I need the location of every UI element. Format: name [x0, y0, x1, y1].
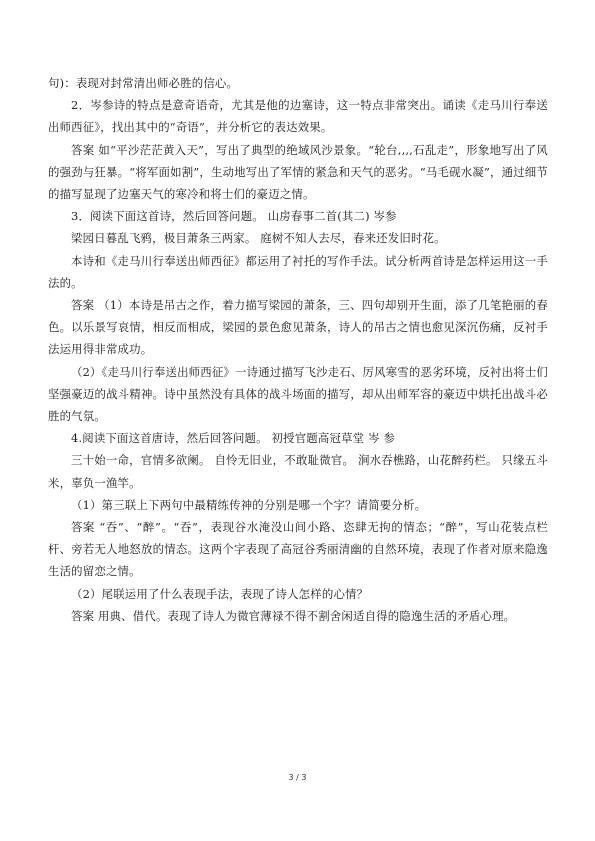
paragraph-continuation: 句)：表现对封常清出师必胜的信心。 [48, 76, 239, 90]
page-number: 3 / 3 [288, 773, 307, 782]
question-2: 2．岑参诗的特点是意奇语奇，尤其是他的边塞诗，这一特点非常突出。诵读《走马川行奉送出师西征》，找出其中的“奇语”，并分析它的表达效果。 [48, 98, 548, 135]
question-4-2: （2）尾联运用了什么表现手法，表现了诗人怎样的心情？ [71, 586, 369, 601]
poem-shanfang: 梁园日暮乱飞鸦，极目萧条三两家。 庭树不知人去尽，春来还发旧时花。 [71, 231, 446, 246]
poem-chushouguan: 三十始一命，官情多欲阑。 自怜无旧业，不敢耻微官。 涧水吞樵路，山花醉药栏。 只缘五斗米，辜负一渔竿。 [48, 453, 548, 490]
answer-4-2: 答案 用典、借代。表现了诗人为微官薄禄不得不割舍闲适自得的隐逸生活的矛盾心理。 [71, 608, 516, 623]
question-3-prompt: 本诗和《走马川行奉送出师西征》都运用了衬托的写作手法。试分析两首诗是怎样运用这一手法的。 [48, 253, 548, 290]
answer-3-part-1: 答案 （1）本诗是吊古之作，着力描写梁园的萧条，三、四句却别开生面，添了几笔艳丽的春色。以乐景写哀情，相反而相成，梁园的景色愈见萧条，诗人的吊古之情也愈见深沉伤痛，反衬手法运用得非常成功。 [48, 298, 548, 357]
answer-2: 答案 如“平沙茫茫黄入天”，写出了典型的绝域风沙景象。“轮台,,,,石乱走”，形象地写出了风的强劲与狂暴。“将军面如割”，生动地写出了军情的紧急和天气的恶劣。“马毛砚水凝”，通过细节的描写显现了边塞天气的寒冷和将士们的豪迈之情。 [48, 142, 548, 202]
answer-3-part-2: （2）《走马川行奉送出师西征》一诗通过描写飞沙走石、厉风寒雪的恶劣环境，反衬出将士们坚强豪迈的战斗精神。诗中虽然没有具体的战斗场面的描写，却从出师军容的豪迈中烘托出战斗必胜的气氛。 [48, 364, 548, 424]
question-4-1: （1）第三联上下两句中最精练传神的分别是哪一个字？请简要分析。 [71, 497, 427, 512]
answer-4-1: 答案 “吞”、“醉”。“吞”，表现谷水淹没山间小路、恣肆无拘的情态；“醉”，写山花装点栏杆、旁若无人地怒放的情态。这两个字表现了高冠谷秀丽清幽的自然环境，表现了作者对原来隐逸生活的留恋之情。 [48, 520, 548, 579]
question-4: 4.阅读下面这首唐诗，然后回答问题。 初授官题高冠草堂 岑 参 [71, 431, 396, 446]
document-body [48, 72, 548, 627]
question-3: 3．阅读下面这首诗，然后回答问题。 山房春事二首(其二) 岑参 [71, 209, 397, 224]
